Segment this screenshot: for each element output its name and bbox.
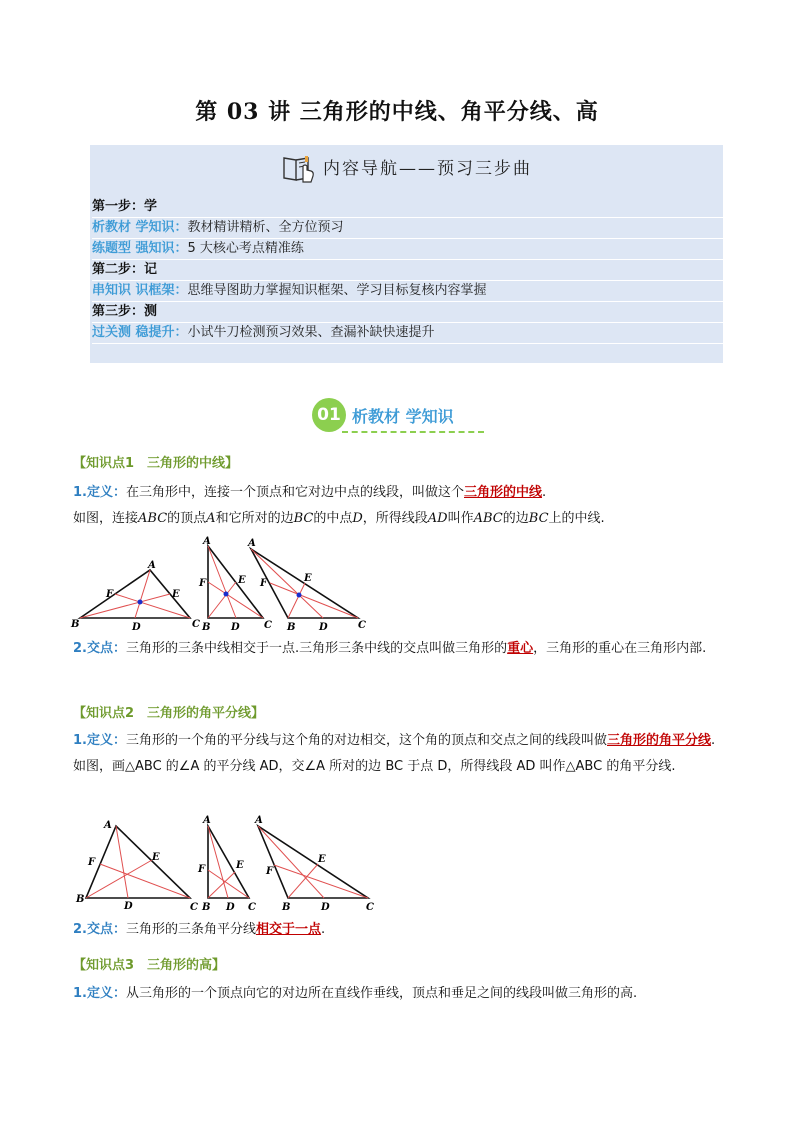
kp1-inter-end: ，三角形的重心在三角形内部. bbox=[533, 641, 707, 656]
vertex-label: E bbox=[236, 860, 244, 871]
vertex-label: D bbox=[132, 622, 141, 633]
book-hand-icon bbox=[281, 154, 317, 184]
nav-desc: 5 大核心考点精准练 bbox=[187, 241, 304, 256]
kp1-intersection bbox=[73, 636, 725, 662]
median-figures bbox=[68, 535, 368, 635]
vertex-label: D bbox=[231, 622, 240, 633]
nav-row-framework bbox=[92, 281, 723, 302]
vertex-label: C bbox=[248, 902, 256, 913]
nav-row-learn bbox=[92, 218, 723, 239]
kp1-example-text: 上的中线. bbox=[548, 511, 605, 526]
kp3-def-label: 1.定义： bbox=[73, 986, 126, 1001]
kp1-definition bbox=[73, 480, 725, 532]
vertex-label: F bbox=[260, 578, 268, 589]
vertex-label: A bbox=[104, 820, 112, 831]
nav-header-text: 内容导航——预习三步曲 bbox=[323, 158, 532, 179]
kp1-def-end: . bbox=[542, 485, 547, 500]
vertex-label: A bbox=[203, 536, 211, 547]
kp3-def-text: 从三角形的一个顶点向它的对边所在直线作垂线，顶点和垂足之间的线段叫做三角形的高. bbox=[125, 986, 638, 1001]
nav-step-label: 第二步：记 bbox=[92, 262, 158, 277]
nav-step-label: 第一步：学 bbox=[92, 199, 158, 214]
vertex-label: F bbox=[106, 589, 114, 600]
kp3-definition bbox=[73, 981, 725, 1007]
kp1-def-label: 1.定义： bbox=[73, 485, 126, 500]
kp2-inter-text: 三角形的三条角平分线 bbox=[125, 922, 256, 937]
centroid-dot bbox=[297, 593, 302, 598]
nav-row-step1 bbox=[92, 197, 723, 218]
vertex-label: A bbox=[148, 560, 156, 571]
kp1-var: BC bbox=[293, 511, 314, 526]
kp2-def-label: 1.定义： bbox=[73, 733, 126, 748]
kp1-var: ABC bbox=[138, 511, 168, 526]
kp2-def-rest: . 如图，画△ABC 的∠A 的平分线 AD，交∠A 所对的边 BC 于点 D，所得线段 AD 叫作△ABC 的角平分线. bbox=[73, 733, 716, 774]
nav-row-test bbox=[92, 323, 723, 344]
vertex-label: E bbox=[318, 854, 326, 865]
vertex-label: A bbox=[255, 815, 263, 826]
vertex-label: D bbox=[124, 901, 133, 912]
nav-desc: 思维导图助力掌握知识框架、学习目标复核内容掌握 bbox=[187, 283, 487, 298]
vertex-label: E bbox=[238, 575, 246, 586]
kp2-definition bbox=[73, 728, 725, 780]
vertex-label: D bbox=[321, 902, 330, 913]
vertex-label: F bbox=[88, 857, 96, 868]
kp2-def-term: 三角形的角平分线 bbox=[607, 733, 712, 748]
kp1-var: BC bbox=[528, 511, 549, 526]
kp1-inter-label: 2.交点： bbox=[73, 641, 126, 656]
vertex-label: B bbox=[202, 622, 211, 633]
kp1-inter-text: 三角形的三条中线相交于一点.三角形三条中线的交点叫做三角形的 bbox=[125, 641, 508, 656]
vertex-label: C bbox=[366, 902, 374, 913]
kp2-intersection bbox=[73, 917, 725, 943]
centroid-dot bbox=[224, 592, 229, 597]
vertex-label: C bbox=[190, 902, 198, 913]
page-title: 第 03 讲 三角形的中线、角平分线、高 bbox=[195, 99, 599, 125]
kp1-example-text: 叫作 bbox=[447, 511, 474, 526]
kp1-var: AD bbox=[427, 511, 448, 526]
bisector-figures bbox=[68, 812, 378, 916]
section-underline bbox=[342, 431, 484, 433]
median-triangle-3 bbox=[247, 538, 366, 633]
kp3-heading: 【知识点3 三角形的高】 bbox=[73, 958, 226, 973]
vertex-label: E bbox=[172, 589, 180, 600]
kp1-heading: 【知识点1 三角形的中线】 bbox=[73, 456, 239, 471]
bisector-triangle-3 bbox=[254, 815, 374, 913]
kp1-example-text: ，所得线段 bbox=[362, 511, 428, 526]
vertex-label: F bbox=[199, 578, 207, 589]
kp2-inter-end: . bbox=[321, 922, 326, 937]
content-nav-box bbox=[90, 145, 723, 363]
kp1-var: ABC bbox=[473, 511, 503, 526]
nav-tag: 串知识 识框架： bbox=[92, 283, 188, 298]
nav-desc: 教材精讲精析、全方位预习 bbox=[187, 220, 344, 235]
median-triangle-1 bbox=[70, 560, 200, 633]
kp1-example-text: 的边 bbox=[502, 511, 529, 526]
kp1-var: D bbox=[352, 511, 363, 526]
kp1-example-text: 的中点 bbox=[313, 511, 353, 526]
kp1-var: A bbox=[206, 511, 216, 526]
vertex-label: F bbox=[266, 866, 274, 877]
section-number-badge: 01 bbox=[312, 398, 346, 432]
kp1-example-text: 和它所对的边 bbox=[215, 511, 294, 526]
kp1-def-term: 三角形的中线 bbox=[464, 485, 543, 500]
nav-tag: 过关测 稳提升： bbox=[92, 325, 188, 340]
nav-desc: 小试牛刀检测预习效果、查漏补缺快速提升 bbox=[187, 325, 435, 340]
vertex-label: D bbox=[226, 902, 235, 913]
nav-step-label: 第三步：测 bbox=[92, 304, 158, 319]
nav-header bbox=[90, 145, 723, 191]
nav-tag: 析教材 学知识： bbox=[92, 220, 188, 235]
kp2-def-text: 三角形的一个角的平分线与这个角的对边相交，这个角的顶点和交点之间的线段叫做 bbox=[125, 733, 607, 748]
bisector-triangle-2 bbox=[197, 815, 256, 913]
vertex-label: A bbox=[203, 815, 211, 826]
vertex-label: C bbox=[358, 620, 366, 631]
kp2-heading: 【知识点2 三角形的角平分线】 bbox=[73, 706, 265, 721]
vertex-label: C bbox=[192, 619, 200, 630]
section-title: 析教材 学知识 bbox=[352, 407, 454, 426]
vertex-label: A bbox=[248, 538, 256, 549]
bisector-triangle-1 bbox=[75, 820, 198, 913]
centroid-dot bbox=[138, 600, 143, 605]
vertex-label: B bbox=[287, 622, 296, 633]
vertex-label: B bbox=[76, 894, 85, 905]
kp1-example-text: 如图，连接 bbox=[73, 511, 139, 526]
kp2-inter-label: 2.交点： bbox=[73, 922, 126, 937]
vertex-label: F bbox=[198, 864, 206, 875]
vertex-label: B bbox=[282, 902, 291, 913]
vertex-label: C bbox=[264, 620, 272, 631]
nav-row-step2 bbox=[92, 260, 723, 281]
vertex-label: D bbox=[319, 622, 328, 633]
nav-row-step3 bbox=[92, 302, 723, 323]
nav-row-practice bbox=[92, 239, 723, 260]
kp1-example-text: 的顶点 bbox=[167, 511, 207, 526]
vertex-label: B bbox=[71, 619, 80, 630]
nav-tag: 练题型 强知识： bbox=[92, 241, 188, 256]
kp1-def-text: 在三角形中，连接一个顶点和它对边中点的线段，叫做这个 bbox=[125, 485, 464, 500]
kp2-inter-term: 相交于一点 bbox=[256, 922, 322, 937]
vertex-label: E bbox=[152, 852, 160, 863]
vertex-label: E bbox=[304, 573, 312, 584]
vertex-label: B bbox=[202, 902, 211, 913]
kp1-inter-term: 重心 bbox=[507, 641, 534, 656]
